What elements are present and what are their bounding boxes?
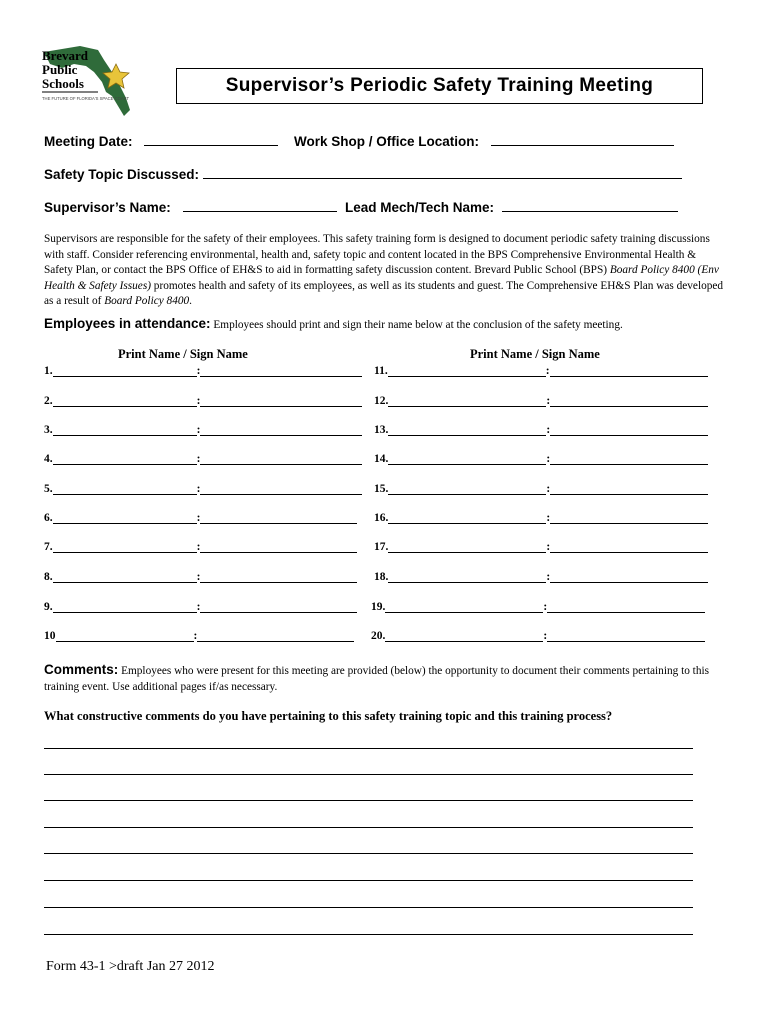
print-name-input[interactable] — [53, 513, 197, 524]
print-name-input[interactable] — [53, 572, 197, 583]
column-header-right: Print Name / Sign Name — [470, 347, 600, 361]
comment-line-6[interactable] — [44, 880, 693, 881]
name-separator: : — [196, 601, 201, 613]
name-separator: : — [196, 395, 201, 407]
attendance-row-right-9 — [371, 601, 705, 613]
sign-name-input[interactable] — [547, 602, 705, 613]
print-name-input[interactable] — [53, 602, 197, 613]
attendance-label: Employees in attendance: — [44, 316, 211, 331]
row-number: 6. — [44, 512, 53, 524]
comment-line-5[interactable] — [44, 853, 693, 854]
form-footer: Form 43-1 >draft Jan 27 2012 — [46, 959, 215, 974]
column-header-left: Print Name / Sign Name — [118, 347, 248, 361]
name-separator: : — [196, 453, 201, 465]
print-name-input[interactable] — [388, 484, 546, 495]
print-name-input[interactable] — [53, 425, 197, 436]
supervisor-name-input[interactable] — [183, 200, 337, 212]
print-name-input[interactable] — [53, 366, 197, 377]
attendance-row-left-7 — [44, 541, 357, 553]
attendance-row-right-4 — [374, 453, 708, 465]
logo-tagline: THE FUTURE OF FLORIDA'S SPACE COAST — [42, 96, 130, 101]
row-number: 10 — [44, 630, 56, 642]
comments-label: Comments: — [44, 662, 119, 677]
print-name-input[interactable] — [385, 631, 543, 642]
print-name-input[interactable] — [388, 425, 546, 436]
row-number: 7. — [44, 541, 53, 553]
attendance-row-left-9 — [44, 601, 357, 613]
sign-name-input[interactable] — [200, 484, 362, 495]
name-separator: : — [546, 395, 551, 407]
sign-name-input[interactable] — [200, 542, 357, 553]
meeting-date-field — [44, 134, 278, 149]
row-number: 8. — [44, 571, 53, 583]
name-separator: : — [196, 571, 201, 583]
attendance-row-left-10 — [44, 630, 354, 642]
name-separator: : — [196, 365, 201, 377]
policy-reference: Board Policy 8400 (Env Health & Safety Issues) — [44, 264, 719, 292]
comment-line-8[interactable] — [44, 934, 693, 935]
print-name-input[interactable] — [53, 396, 197, 407]
safety-topic-label: Safety Topic Discussed: — [44, 167, 200, 182]
print-name-input[interactable] — [388, 396, 546, 407]
location-label: Work Shop / Office Location: — [294, 134, 480, 149]
row-number: 19. — [371, 601, 386, 613]
sign-name-input[interactable] — [200, 425, 362, 436]
location-field — [294, 134, 674, 149]
lead-mech-input[interactable] — [502, 200, 678, 212]
comment-line-3[interactable] — [44, 800, 693, 801]
print-name-input[interactable] — [388, 454, 546, 465]
row-number: 18. — [374, 571, 389, 583]
safety-topic-input[interactable] — [203, 167, 682, 179]
print-name-input[interactable] — [388, 366, 546, 377]
name-separator: : — [196, 424, 201, 436]
attendance-row-right-1 — [374, 365, 708, 377]
intro-text-3: . — [189, 295, 192, 308]
name-separator: : — [546, 512, 551, 524]
name-separator: : — [546, 424, 551, 436]
location-input[interactable] — [491, 134, 674, 146]
intro-text-1: Supervisors are responsible for the safety of their employees. This safety training form is designed to document periodic safety training discussions with staff. Consider referencing environmental, health and, safety topic and content located in the BPS Comprehensive Environmental Health & Safety Plan, or contact the BPS Office of EH&S to aid in formatting safety discussion content. Brevard Public School (BPS) — [44, 233, 710, 277]
meeting-date-label: Meeting Date: — [44, 134, 133, 149]
name-separator: : — [543, 630, 548, 642]
sign-name-input[interactable] — [550, 425, 708, 436]
print-name-input[interactable] — [388, 513, 546, 524]
name-separator: : — [545, 365, 550, 377]
attendance-row-right-7 — [374, 541, 708, 553]
attendance-row-left-3 — [44, 424, 362, 436]
lead-mech-field — [345, 200, 678, 215]
row-number: 15. — [374, 483, 389, 495]
print-name-input[interactable] — [56, 631, 194, 642]
logo-word-public: Public — [42, 62, 78, 77]
sign-name-input[interactable] — [550, 572, 708, 583]
row-number: 16. — [374, 512, 389, 524]
print-name-input[interactable] — [388, 542, 546, 553]
name-separator: : — [546, 453, 551, 465]
attendance-instructions: Employees should print and sign their name below at the conclusion of the safety meeting. — [210, 319, 623, 331]
comment-line-7[interactable] — [44, 907, 693, 908]
sign-name-input[interactable] — [200, 366, 362, 377]
comments-section — [44, 662, 724, 695]
row-number: 5. — [44, 483, 53, 495]
attendance-row-right-3 — [374, 424, 708, 436]
sign-name-input[interactable] — [550, 396, 708, 407]
row-number: 2. — [44, 395, 53, 407]
print-name-input[interactable] — [53, 454, 197, 465]
attendance-row-right-2 — [374, 395, 708, 407]
comment-line-2[interactable] — [44, 774, 693, 775]
row-number: 4. — [44, 453, 53, 465]
print-name-input[interactable] — [53, 542, 197, 553]
sign-name-input[interactable] — [547, 631, 705, 642]
policy-reference-2: Board Policy 8400 — [104, 295, 190, 308]
sign-name-input[interactable] — [200, 396, 362, 407]
row-number: 9. — [44, 601, 53, 613]
comment-line-4[interactable] — [44, 827, 693, 828]
attendance-row-right-8 — [374, 571, 708, 583]
lead-mech-label: Lead Mech/Tech Name: — [345, 200, 495, 215]
form-title — [176, 68, 703, 104]
attendance-row-left-8 — [44, 571, 357, 583]
logo-word-brevard: Brevard — [42, 48, 88, 63]
sign-name-input[interactable] — [197, 631, 354, 642]
sign-name-input[interactable] — [200, 454, 362, 465]
attendance-heading — [44, 316, 623, 331]
attendance-row-left-4 — [44, 453, 362, 465]
row-number: 11. — [374, 365, 388, 377]
name-separator: : — [546, 541, 551, 553]
attendance-row-right-5 — [374, 483, 708, 495]
row-number: 3. — [44, 424, 53, 436]
row-number: 17. — [374, 541, 389, 553]
name-separator: : — [546, 571, 551, 583]
sign-name-input[interactable] — [200, 602, 357, 613]
name-separator: : — [543, 601, 548, 613]
intro-text-2: promotes health and safety of its employees, as well as its students and guest. The Comprehensive EH&S Plan was developed as a result of — [44, 279, 724, 308]
attendance-row-right-10 — [371, 630, 705, 642]
meeting-date-input[interactable] — [144, 134, 278, 146]
print-name-input[interactable] — [388, 572, 546, 583]
safety-topic-field — [44, 167, 682, 182]
name-separator: : — [196, 541, 201, 553]
sign-name-input[interactable] — [200, 572, 357, 583]
form-title-text: Supervisor’s Periodic Safety Training Meeting — [225, 75, 654, 96]
name-separator: : — [196, 512, 201, 524]
sign-name-input[interactable] — [550, 513, 708, 524]
sign-name-input[interactable] — [550, 484, 708, 495]
attendance-row-left-2 — [44, 395, 362, 407]
row-number: 20. — [371, 630, 386, 642]
attendance-row-left-5 — [44, 483, 362, 495]
logo-word-schools: Schools — [42, 76, 84, 91]
name-separator: : — [193, 630, 198, 642]
florida-map-icon — [40, 42, 152, 120]
sign-name-input[interactable] — [550, 542, 708, 553]
attendance-row-left-1 — [44, 365, 362, 377]
attendance-row-left-6 — [44, 512, 357, 524]
row-number: 12. — [374, 395, 389, 407]
print-name-input[interactable] — [53, 484, 197, 495]
comments-instructions: Employees who were present for this meeting are provided (below) the opportunity to document their comments pertaining to this training event. Use additional pages if/as necessary. — [44, 665, 710, 693]
comment-line-1[interactable] — [44, 748, 693, 749]
sign-name-input[interactable] — [200, 513, 357, 524]
sign-name-input[interactable] — [550, 366, 708, 377]
supervisor-name-field — [44, 200, 337, 215]
sign-name-input[interactable] — [550, 454, 708, 465]
print-name-input[interactable] — [385, 602, 543, 613]
row-number: 14. — [374, 453, 389, 465]
name-separator: : — [196, 483, 201, 495]
brevard-public-schools-logo — [40, 42, 152, 120]
attendance-row-right-6 — [374, 512, 708, 524]
name-separator: : — [546, 483, 551, 495]
row-number: 1. — [44, 365, 53, 377]
row-number: 13. — [374, 424, 389, 436]
supervisor-name-label: Supervisor’s Name: — [44, 200, 171, 215]
comments-question: What constructive comments do you have pertaining to this safety training topic and this training process? — [44, 709, 613, 723]
intro-paragraph — [44, 232, 724, 310]
